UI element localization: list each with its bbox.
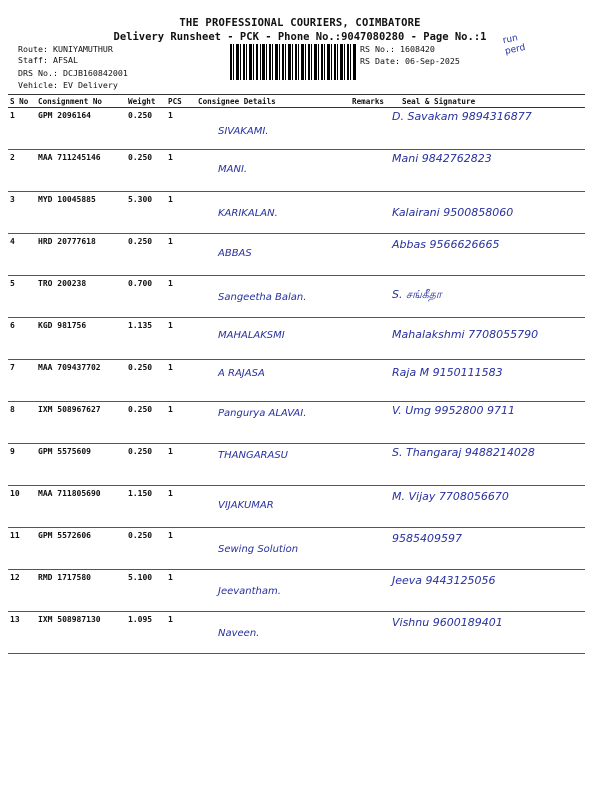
row-consignment-no: MAA 711245146	[36, 150, 126, 192]
row-pcs: 1	[166, 276, 196, 318]
handwritten-consignee: Pangurya ALAVAI.	[218, 408, 307, 419]
row-weight: 1.150	[126, 486, 166, 528]
row-sno: 13	[8, 612, 36, 654]
row-signature-cell	[392, 486, 585, 528]
row-consignee-cell	[196, 570, 350, 612]
drs-label: DRS No.: DCJB160842001	[18, 68, 128, 78]
handwritten-signature: Jeeva 9443125056	[392, 574, 496, 587]
row-consignment-no: GPM 5575609	[36, 444, 126, 486]
table-row	[8, 444, 585, 486]
row-sno: 3	[8, 192, 36, 234]
runsheet-subtitle: Delivery Runsheet - PCK - Phone No.:9047080280 - Page No.:1	[113, 31, 487, 43]
row-consignee-cell	[196, 402, 350, 444]
barcode-image	[230, 44, 356, 80]
handwritten-consignee: Naveen.	[218, 628, 260, 639]
row-weight: 1.135	[126, 318, 166, 360]
table-row	[8, 318, 585, 360]
row-consignee-cell	[196, 150, 350, 192]
handwritten-consignee: Sangeetha Balan.	[218, 292, 307, 303]
row-signature-cell	[392, 612, 585, 654]
row-weight: 0.250	[126, 402, 166, 444]
row-pcs: 1	[166, 360, 196, 402]
row-sno: 12	[8, 570, 36, 612]
staff-label: Staff: AFSAL	[18, 55, 78, 65]
handwritten-consignee: MAHALAKSMI	[218, 330, 285, 341]
handwritten-signature: D. Savakam 9894316877	[392, 110, 532, 123]
row-sno: 1	[8, 108, 36, 150]
row-pcs: 1	[166, 486, 196, 528]
row-consignment-no: MYD 10045885	[36, 192, 126, 234]
row-consignment-no: MAA 711805690	[36, 486, 126, 528]
row-pcs: 1	[166, 234, 196, 276]
table-row	[8, 528, 585, 570]
handwritten-signature: Mani 9842762823	[392, 152, 492, 165]
row-weight: 0.250	[126, 360, 166, 402]
table-row	[8, 150, 585, 192]
handwritten-consignee: A RAJASA	[218, 368, 265, 379]
row-consignee-cell	[196, 276, 350, 318]
row-pcs: 1	[166, 570, 196, 612]
row-sno: 7	[8, 360, 36, 402]
table-row	[8, 192, 585, 234]
corner-handwritten-note: run perd	[501, 33, 527, 57]
row-pcs: 1	[166, 108, 196, 150]
row-signature-cell	[392, 150, 585, 192]
handwritten-signature: S. சங்கீதா	[392, 288, 442, 301]
row-pcs: 1	[166, 444, 196, 486]
col-remarks: Remarks	[350, 95, 400, 108]
row-signature-cell	[392, 108, 585, 150]
route-label: Route: KUNIYAMUTHUR	[18, 44, 113, 54]
handwritten-signature: V. Umg 9952800 9711	[392, 404, 515, 417]
col-signature: Seal & Signature	[400, 95, 585, 108]
rs-number: RS No.: 1608420	[360, 44, 435, 54]
vehicle-label: Vehicle: EV Delivery	[18, 80, 118, 90]
row-signature-cell	[392, 360, 585, 402]
row-weight: 0.250	[126, 150, 166, 192]
row-signature-cell	[392, 528, 585, 570]
table-row	[8, 276, 585, 318]
table-body	[8, 108, 585, 654]
handwritten-consignee: ABBAS	[218, 248, 252, 259]
handwritten-signature: M. Vijay 7708056670	[392, 490, 509, 503]
row-weight: 0.700	[126, 276, 166, 318]
table-row	[8, 570, 585, 612]
row-consignee-cell	[196, 486, 350, 528]
row-consignee-cell	[196, 234, 350, 276]
handwritten-consignee: SIVAKAMI.	[218, 126, 269, 137]
row-sno: 5	[8, 276, 36, 318]
row-consignment-no: RMD 1717580	[36, 570, 126, 612]
row-consignee-cell	[196, 444, 350, 486]
table-row	[8, 234, 585, 276]
table-row	[8, 360, 585, 402]
row-signature-cell	[392, 570, 585, 612]
row-pcs: 1	[166, 150, 196, 192]
row-consignment-no: KGD 981756	[36, 318, 126, 360]
row-weight: 0.250	[126, 528, 166, 570]
handwritten-consignee: KARIKALAN.	[218, 208, 278, 219]
handwritten-signature: Abbas 9566626665	[392, 238, 500, 251]
row-sno: 4	[8, 234, 36, 276]
row-consignee-cell	[196, 612, 350, 654]
row-pcs: 1	[166, 192, 196, 234]
handwritten-consignee: MANI.	[218, 164, 248, 175]
row-consignee-cell	[196, 360, 350, 402]
row-signature-cell	[392, 318, 585, 360]
row-consignment-no: IXM 508967627	[36, 402, 126, 444]
row-weight: 1.095	[126, 612, 166, 654]
row-consignment-no: HRD 20777618	[36, 234, 126, 276]
table-row	[8, 486, 585, 528]
table-header-row	[8, 95, 585, 108]
row-sno: 10	[8, 486, 36, 528]
handwritten-signature: Vishnu 9600189401	[392, 616, 503, 629]
col-pcs: PCS	[166, 95, 196, 108]
table-row	[8, 108, 585, 150]
col-consignment: Consignment No	[36, 95, 126, 108]
handwritten-signature: S. Thangaraj 9488214028	[392, 446, 535, 459]
handwritten-signature: 9585409597	[392, 532, 462, 545]
row-pcs: 1	[166, 318, 196, 360]
handwritten-signature: Mahalakshmi 7708055790	[392, 328, 539, 341]
row-sno: 2	[8, 150, 36, 192]
row-consignment-no: GPM 5572606	[36, 528, 126, 570]
row-weight: 5.100	[126, 570, 166, 612]
row-signature-cell	[392, 192, 585, 234]
row-consignee-cell	[196, 528, 350, 570]
row-sno: 8	[8, 402, 36, 444]
handwritten-consignee: THANGARASU	[218, 450, 288, 461]
row-consignment-no: TRO 200238	[36, 276, 126, 318]
row-sno: 6	[8, 318, 36, 360]
col-sno: S No	[8, 95, 36, 108]
row-weight: 0.250	[126, 108, 166, 150]
row-consignment-no: IXM 508987130	[36, 612, 126, 654]
row-sno: 11	[8, 528, 36, 570]
row-pcs: 1	[166, 612, 196, 654]
row-pcs: 1	[166, 528, 196, 570]
row-sno: 9	[8, 444, 36, 486]
row-signature-cell	[392, 276, 585, 318]
row-consignee-cell	[196, 318, 350, 360]
row-consignee-cell	[196, 108, 350, 150]
row-pcs: 1	[166, 402, 196, 444]
rs-date: RS Date: 06-Sep-2025	[360, 56, 460, 66]
row-consignment-no: GPM 2096164	[36, 108, 126, 150]
row-weight: 0.250	[126, 444, 166, 486]
table-row	[8, 402, 585, 444]
col-consignee: Consignee Details	[196, 95, 350, 108]
row-signature-cell	[392, 402, 585, 444]
row-consignment-no: MAA 709437702	[36, 360, 126, 402]
row-weight: 5.300	[126, 192, 166, 234]
company-title: THE PROFESSIONAL COURIERS, COIMBATORE	[179, 17, 421, 29]
handwritten-consignee: Sewing Solution	[218, 544, 299, 555]
table-row	[8, 612, 585, 654]
delivery-table	[8, 94, 585, 654]
row-signature-cell	[392, 234, 585, 276]
handwritten-signature: Raja M 9150111583	[392, 366, 503, 379]
row-weight: 0.250	[126, 234, 166, 276]
handwritten-consignee: Jeevantham.	[218, 586, 281, 597]
row-signature-cell	[392, 444, 585, 486]
row-consignee-cell	[196, 192, 350, 234]
handwritten-consignee: VIJAKUMAR	[218, 500, 274, 511]
col-weight: Weight	[126, 95, 166, 108]
handwritten-signature: Kalairani 9500858060	[392, 206, 514, 219]
